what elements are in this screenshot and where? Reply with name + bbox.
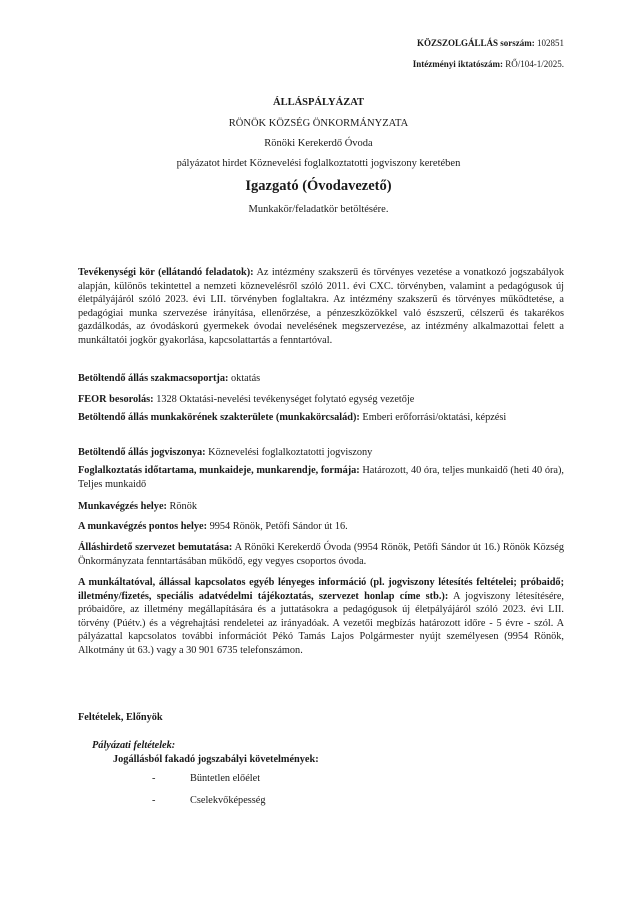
filing-number-value: RŐ/104-1/2025.: [505, 59, 564, 69]
legal-relation-label: Betöltendő állás jogviszonya:: [78, 447, 206, 458]
employer-intro-text: A Rönöki Kerekerdő Óvoda (9954 Rönök, Petőfi Sándor út 16.) Rönök Község Önkormányzata fenntartásában működő, egy vegyes csoportos óvoda.: [78, 542, 565, 567]
duties-label: Tevékenységi kör (ellátandó feladatok):: [78, 267, 254, 278]
workplace-text: Rönök: [169, 501, 197, 512]
list-item: [152, 795, 266, 806]
feor-label: FEOR besorolás:: [78, 394, 154, 405]
job-group-paragraph: [78, 372, 564, 386]
other-info-paragraph: [78, 576, 564, 658]
exact-workplace-paragraph: [78, 520, 564, 534]
legal-relation-text: Köznevelési foglalkoztatotti jogviszony: [208, 447, 373, 458]
purpose-line: Munkakör/feladatkör betöltésére.: [248, 204, 389, 215]
other-info-label: A munkáltatóval, állással kapcsolatos egyéb lényeges információ (pl. jogviszony létesítés feltételei; próbaidő; illetmény/fizetés, speciális adatvédelmi tájékoztatás, szervezet honlap címe stb.):: [78, 577, 564, 602]
reference-number-label: KÖZSZOLGÁLLÁS sorszám:: [416, 38, 535, 48]
feor-paragraph: [78, 393, 564, 407]
list-bullet: -: [152, 795, 156, 806]
field-label: Betöltendő állás munkakörének szakterülete (munkakörcsalád):: [78, 412, 360, 423]
employer-intro-paragraph: [78, 541, 564, 568]
reference-number-value: 102851: [537, 38, 564, 48]
exact-workplace-text: 9954 Rönök, Petőfi Sándor út 16.: [209, 521, 348, 532]
workplace-label: Munkavégzés helye:: [78, 501, 167, 512]
job-group-label: Betöltendő állás szakmacsoportja:: [78, 373, 229, 384]
conditions-heading: Feltételek, Előnyök: [78, 712, 163, 723]
duties-text: Az intézmény szakszerű és törvényes vezetése a vonatkozó jogszabályok alapján, különös tekintettel a nemzeti köznevelésről szóló 2011. évi CXC. törvényben, valamint a pedagógusok új életpályájáról szóló 2023. évi LII. törvényben foglaltakra. Az intézmény szakszerű és törvényes működtetése, a pedagógiai munka szervezése irányítása, ellenőrzése, a pénzeszközökkel való észszerű, célszerű és takarékos gazdálkodás, az óvodáskorú gyermekek óvodai nevelésének megszervezése, az intézmény alkalmazottai felett a munkáltatói jogkör gyakorlása, kapcsolattartás a fenntartóval.: [78, 267, 565, 346]
list-item: [152, 773, 260, 784]
job-group-text: oktatás: [231, 373, 261, 384]
exact-workplace-label: A munkavégzés pontos helye:: [78, 521, 208, 532]
legal-relation-paragraph: [78, 446, 564, 460]
list-item-text: Büntetlen előélet: [190, 773, 261, 784]
employer-intro-label: Álláshirdető szervezet bemutatása:: [78, 542, 233, 553]
list-item-text: Cselekvőképesség: [190, 795, 266, 806]
feor-text: 1328 Oktatási-nevelési tevékenységet folytató egység vezetője: [156, 394, 415, 405]
workplace-paragraph: [78, 500, 564, 514]
legal-requirements-heading: Jogállásból fakadó jogszabályi követelmények:: [113, 754, 319, 765]
application-conditions-subheading: Pályázati feltételek:: [92, 740, 176, 751]
issuer-name: RÖNÖK KÖZSÉG ÖNKORMÁNYZATA: [228, 118, 409, 129]
filing-number: [413, 59, 564, 69]
reference-number: [417, 38, 564, 48]
position-title: Igazgató (Óvodavezető): [245, 178, 392, 194]
filing-number-label: Intézményi iktatószám:: [412, 59, 503, 69]
employment-paragraph: [78, 464, 564, 491]
doc-type-title: ÁLLÁSPÁLYÁZAT: [272, 97, 365, 108]
field-text: Emberi erőforrási/oktatási, képzési: [362, 412, 507, 423]
institution-name: Rönöki Kerekerdő Óvoda: [264, 138, 373, 149]
other-info-text: A jogviszony létesítésére, próbaidőre, az illetmény megállapítására és a juttatásokra a pedagógusok új életpályájáról szóló 2023. évi LII. törvény (Púétv.) és a végrehajtási rendeletei az irányadóak. A vezetői megbízás határozott időre - 5 évre - szól. A pályázattal kapcsolatos további információt Pékó Tamás Lajos Polgármester nyújt személyesen (9954 Rönök, Alkotmány út 63.) vagy a 30 901 6735 telefonszámon.: [78, 590, 564, 656]
employment-label: Foglalkoztatás időtartama, munkaideje, munkarendje, formája:: [78, 465, 360, 476]
announcement-line: pályázatot hirdet Köznevelési foglalkoztatotti jogviszony keretében: [176, 158, 461, 169]
list-bullet: -: [152, 773, 156, 784]
employment-text: Határozott, 40 óra, teljes munkaidő (heti 40 óra), Teljes munkaidő: [78, 465, 564, 490]
duties-paragraph: [78, 266, 564, 348]
field-paragraph: [78, 411, 564, 425]
